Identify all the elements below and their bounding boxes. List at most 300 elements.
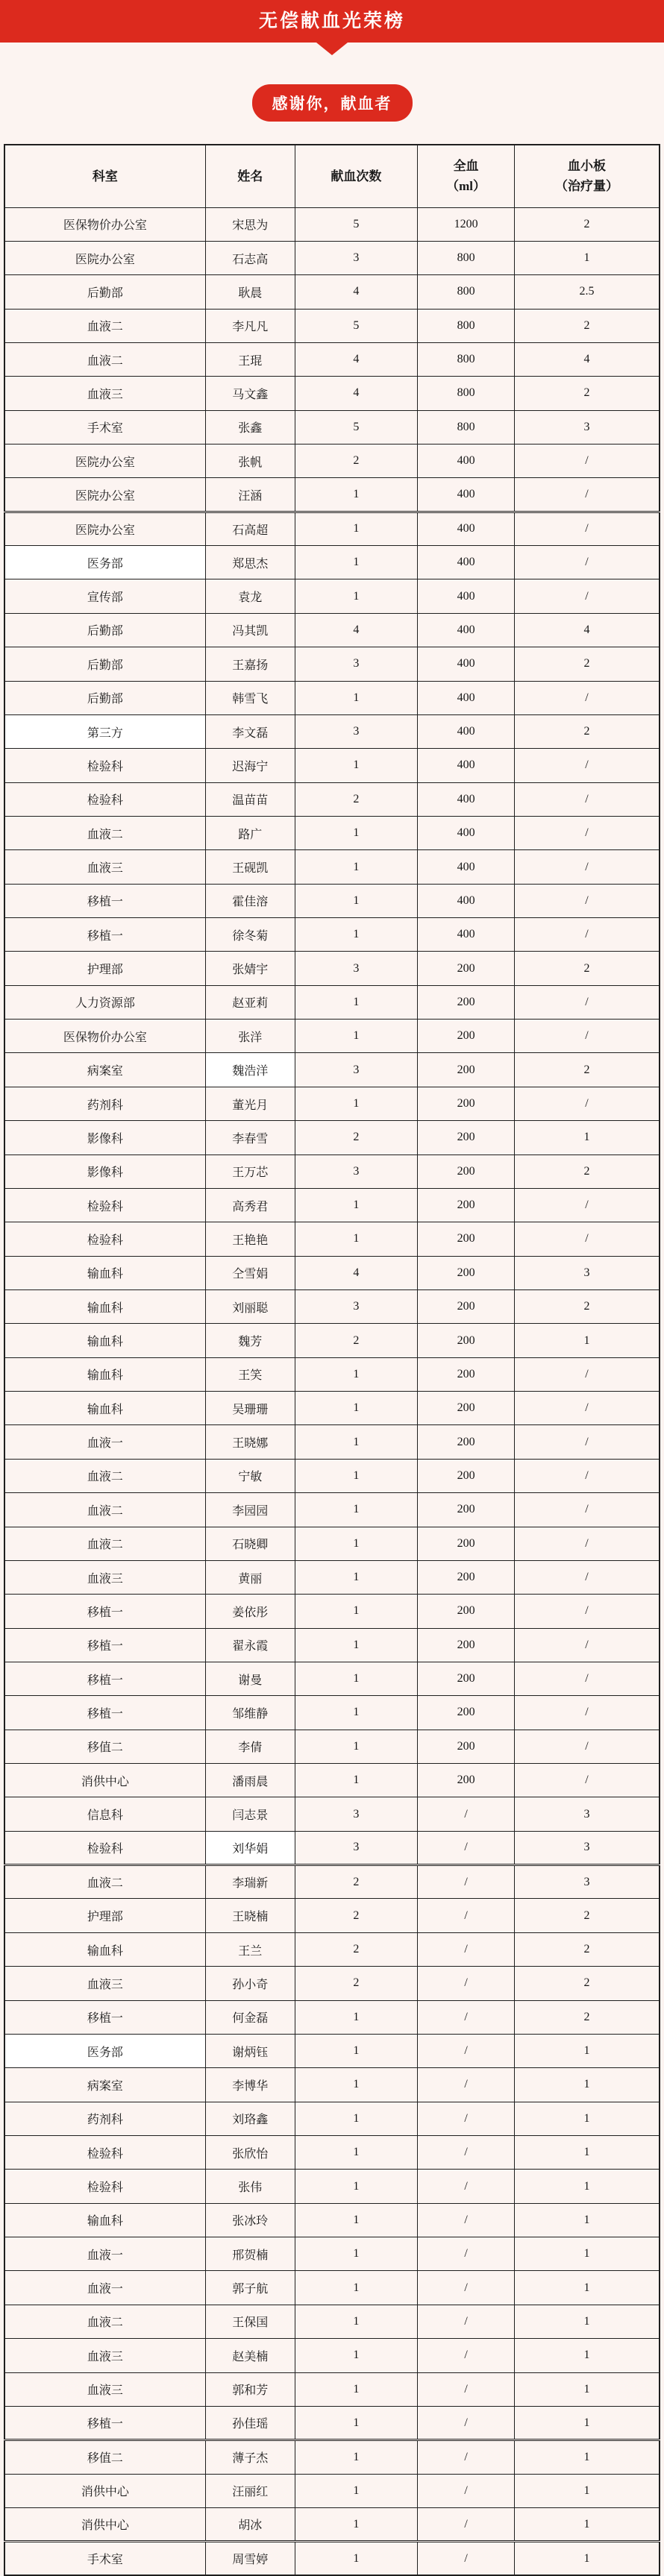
platelets-cell: / (514, 985, 660, 1019)
donation-times-cell: 4 (295, 342, 418, 376)
whole-blood-cell: / (418, 2170, 515, 2203)
platelets-cell: / (514, 1595, 660, 1628)
whole-blood-cell: 800 (418, 275, 515, 309)
department-cell: 手术室 (4, 410, 205, 444)
table-row (4, 1527, 660, 1560)
table-row (4, 1188, 660, 1222)
platelets-cell: 1 (514, 2068, 660, 2102)
department-cell: 影像科 (4, 1155, 205, 1188)
table-row (4, 1425, 660, 1459)
platelets-cell: 1 (514, 2203, 660, 2237)
department-cell: 血液二 (4, 1527, 205, 1560)
table-row (4, 2135, 660, 2169)
donation-times-cell: 1 (295, 816, 418, 849)
whole-blood-cell: 400 (418, 850, 515, 884)
donation-times-cell: 1 (295, 1188, 418, 1222)
whole-blood-cell: / (418, 2406, 515, 2440)
name-cell: 邢贺楠 (205, 2237, 295, 2271)
platelets-cell: 1 (514, 2440, 660, 2474)
col-header-donation-times (295, 145, 418, 207)
table-row (4, 2102, 660, 2135)
whole-blood-cell: / (418, 1967, 515, 2000)
whole-blood-cell: 400 (418, 647, 515, 681)
whole-blood-cell: 200 (418, 1459, 515, 1492)
department-cell: 血液三 (4, 1560, 205, 1594)
whole-blood-cell: / (418, 2068, 515, 2102)
donation-times-cell: 1 (295, 2406, 418, 2440)
platelets-cell: 1 (514, 2474, 660, 2507)
whole-blood-cell: 400 (418, 884, 515, 917)
department-cell: 检验科 (4, 1831, 205, 1865)
col-header-department (4, 145, 205, 207)
department-cell: 血液二 (4, 342, 205, 376)
donation-times-cell: 5 (295, 309, 418, 342)
whole-blood-cell: 200 (418, 1662, 515, 1695)
platelets-cell: 3 (514, 1865, 660, 1899)
name-cell: 邹维静 (205, 1696, 295, 1730)
donation-times-cell: 3 (295, 714, 418, 748)
department-cell: 人力资源部 (4, 985, 205, 1019)
donation-times-cell: 5 (295, 207, 418, 241)
donation-times-cell: 1 (295, 681, 418, 714)
department-cell: 血液二 (4, 816, 205, 849)
table-row (4, 2440, 660, 2474)
donation-times-cell: 1 (295, 512, 418, 545)
platelets-cell: 2 (514, 207, 660, 241)
donation-times-cell: 3 (295, 1155, 418, 1188)
table-row (4, 782, 660, 816)
whole-blood-cell: 400 (418, 546, 515, 579)
donation-times-cell: 1 (295, 2542, 418, 2575)
platelets-cell: / (514, 1527, 660, 1560)
table-row (4, 1899, 660, 1932)
whole-blood-cell: 400 (418, 918, 515, 952)
whole-blood-cell: 400 (418, 816, 515, 849)
platelets-cell: / (514, 1493, 660, 1527)
table-row (4, 2339, 660, 2372)
whole-blood-cell: 800 (418, 342, 515, 376)
department-cell: 信息科 (4, 1797, 205, 1831)
department-cell: 血液一 (4, 2237, 205, 2271)
name-cell: 宁敏 (205, 1459, 295, 1492)
table-row (4, 681, 660, 714)
platelets-cell: / (514, 1662, 660, 1695)
table-row (4, 2170, 660, 2203)
department-cell: 宣传部 (4, 579, 205, 613)
whole-blood-cell: 400 (418, 478, 515, 512)
whole-blood-cell: 400 (418, 613, 515, 647)
name-cell: 赵亚莉 (205, 985, 295, 1019)
table-row (4, 410, 660, 444)
table-header-row (4, 145, 660, 207)
donation-times-cell: 4 (295, 377, 418, 410)
platelets-cell: 1 (514, 2339, 660, 2372)
whole-blood-cell: 200 (418, 1324, 515, 1357)
whole-blood-cell: / (418, 2135, 515, 2169)
department-cell: 移值二 (4, 2440, 205, 2474)
table-row (4, 1932, 660, 1966)
platelets-cell: 3 (514, 1256, 660, 1289)
name-cell: 路广 (205, 816, 295, 849)
table-row (4, 2305, 660, 2338)
table-row (4, 1324, 660, 1357)
platelets-cell: / (514, 1357, 660, 1391)
department-cell: 血液二 (4, 2305, 205, 2338)
table-row (4, 647, 660, 681)
table-row (4, 1595, 660, 1628)
name-cell: 魏浩洋 (205, 1053, 295, 1087)
table-row (4, 1053, 660, 1087)
department-cell: 医务部 (4, 2034, 205, 2067)
col-header-platelets (514, 145, 660, 207)
platelets-cell: / (514, 1730, 660, 1763)
whole-blood-cell: 400 (418, 749, 515, 782)
platelets-cell: / (514, 1188, 660, 1222)
donation-times-cell: 1 (295, 1730, 418, 1763)
table-row (4, 342, 660, 376)
whole-blood-cell: / (418, 2372, 515, 2406)
table-row (4, 546, 660, 579)
name-cell: 刘华娟 (205, 1831, 295, 1865)
name-cell: 温苗苗 (205, 782, 295, 816)
table-row (4, 985, 660, 1019)
col-header-label: 血小板 (567, 159, 606, 174)
donation-times-cell: 1 (295, 1493, 418, 1527)
name-cell: 张帆 (205, 444, 295, 478)
department-cell: 病案室 (4, 2068, 205, 2102)
platelets-cell: 1 (514, 2372, 660, 2406)
donor-table (4, 144, 660, 2576)
name-cell: 谢曼 (205, 1662, 295, 1695)
donation-times-cell: 1 (295, 2068, 418, 2102)
donation-times-cell: 1 (295, 1628, 418, 1662)
whole-blood-cell: 800 (418, 241, 515, 274)
platelets-cell: 1 (514, 2406, 660, 2440)
table-row (4, 2542, 660, 2575)
whole-blood-cell: 800 (418, 410, 515, 444)
platelets-cell: 1 (514, 1121, 660, 1155)
platelets-cell: / (514, 1087, 660, 1120)
whole-blood-cell: 200 (418, 1730, 515, 1763)
table-row (4, 207, 660, 241)
department-cell: 血液二 (4, 309, 205, 342)
department-cell: 血液一 (4, 2271, 205, 2305)
platelets-cell: / (514, 1764, 660, 1797)
col-header-label: 姓名 (237, 169, 263, 183)
platelets-cell: / (514, 1020, 660, 1053)
whole-blood-cell: 400 (418, 444, 515, 478)
department-cell: 检验科 (4, 2170, 205, 2203)
platelets-cell: 4 (514, 613, 660, 647)
table-row (4, 1357, 660, 1391)
platelets-cell: / (514, 444, 660, 478)
name-cell: 赵美楠 (205, 2339, 295, 2372)
whole-blood-cell: 200 (418, 1290, 515, 1324)
name-cell: 闫志景 (205, 1797, 295, 1831)
name-cell: 郭子航 (205, 2271, 295, 2305)
donation-times-cell: 1 (295, 1020, 418, 1053)
whole-blood-cell: 200 (418, 1696, 515, 1730)
platelets-cell: / (514, 1459, 660, 1492)
donation-times-cell: 1 (295, 478, 418, 512)
department-cell: 护理部 (4, 1899, 205, 1932)
donation-times-cell: 1 (295, 2339, 418, 2372)
platelets-cell: 1 (514, 2135, 660, 2169)
department-cell: 血液三 (4, 2339, 205, 2372)
name-cell: 李瑞新 (205, 1865, 295, 1899)
name-cell: 石高超 (205, 512, 295, 545)
department-cell: 后勤部 (4, 275, 205, 309)
table-row (4, 714, 660, 748)
donation-times-cell: 2 (295, 1865, 418, 1899)
table-row (4, 377, 660, 410)
platelets-cell: / (514, 512, 660, 545)
department-cell: 血液一 (4, 1425, 205, 1459)
platelets-cell: 2 (514, 714, 660, 748)
donation-times-cell: 1 (295, 2135, 418, 2169)
department-cell: 后勤部 (4, 613, 205, 647)
name-cell: 霍佳溶 (205, 884, 295, 917)
platelets-cell: 1 (514, 2237, 660, 2271)
department-cell: 医保物价办公室 (4, 207, 205, 241)
table-row (4, 2068, 660, 2102)
department-cell: 后勤部 (4, 647, 205, 681)
table-row (4, 2034, 660, 2067)
department-cell: 检验科 (4, 749, 205, 782)
platelets-cell: 3 (514, 1831, 660, 1865)
donation-times-cell: 3 (295, 647, 418, 681)
table-row (4, 1797, 660, 1831)
platelets-cell: 2.5 (514, 275, 660, 309)
platelets-cell: 2 (514, 1967, 660, 2000)
whole-blood-cell: / (418, 2102, 515, 2135)
platelets-cell: 4 (514, 342, 660, 376)
donation-times-cell: 1 (295, 1222, 418, 1256)
department-cell: 后勤部 (4, 681, 205, 714)
platelets-cell: 1 (514, 2271, 660, 2305)
table-row (4, 2507, 660, 2541)
donation-times-cell: 2 (295, 444, 418, 478)
name-cell: 王保国 (205, 2305, 295, 2338)
name-cell: 王琨 (205, 342, 295, 376)
table-row (4, 1121, 660, 1155)
name-cell: 张伟 (205, 2170, 295, 2203)
department-cell: 药剂科 (4, 1087, 205, 1120)
name-cell: 徐冬菊 (205, 918, 295, 952)
name-cell: 冯其凯 (205, 613, 295, 647)
whole-blood-cell: / (418, 1831, 515, 1865)
table-row (4, 1628, 660, 1662)
col-header-sublabel: （ml） (446, 179, 486, 194)
department-cell: 手术室 (4, 2542, 205, 2575)
col-header-name (205, 145, 295, 207)
name-cell: 迟海宁 (205, 749, 295, 782)
platelets-cell: / (514, 1425, 660, 1459)
name-cell: 李凡凡 (205, 309, 295, 342)
platelets-cell: 1 (514, 2034, 660, 2067)
table-row (4, 478, 660, 512)
donation-times-cell: 1 (295, 2102, 418, 2135)
whole-blood-cell: / (418, 1797, 515, 1831)
name-cell: 汪涵 (205, 478, 295, 512)
donation-times-cell: 1 (295, 1560, 418, 1594)
whole-blood-cell: 200 (418, 1053, 515, 1087)
platelets-cell: / (514, 1696, 660, 1730)
department-cell: 血液三 (4, 850, 205, 884)
whole-blood-cell: 200 (418, 1087, 515, 1120)
donation-times-cell: 2 (295, 782, 418, 816)
whole-blood-cell: / (418, 2305, 515, 2338)
name-cell: 宋思为 (205, 207, 295, 241)
name-cell: 汪丽红 (205, 2474, 295, 2507)
whole-blood-cell: 200 (418, 1188, 515, 1222)
col-header-label: 献血次数 (331, 169, 382, 183)
table-row (4, 1459, 660, 1492)
table-row (4, 309, 660, 342)
name-cell: 周雪婷 (205, 2542, 295, 2575)
donation-times-cell: 1 (295, 1087, 418, 1120)
donation-times-cell: 1 (295, 2203, 418, 2237)
table-row (4, 816, 660, 849)
table-row (4, 275, 660, 309)
name-cell: 刘丽聪 (205, 1290, 295, 1324)
table-row (4, 2372, 660, 2406)
department-cell: 血液三 (4, 377, 205, 410)
donor-table-container (4, 144, 660, 2576)
whole-blood-cell: 200 (418, 1493, 515, 1527)
whole-blood-cell: / (418, 2440, 515, 2474)
name-cell: 何金磊 (205, 2000, 295, 2034)
department-cell: 消供中心 (4, 1764, 205, 1797)
name-cell: 吴珊珊 (205, 1392, 295, 1425)
department-cell: 医院办公室 (4, 444, 205, 478)
table-row (4, 241, 660, 274)
platelets-cell: / (514, 850, 660, 884)
table-row (4, 1087, 660, 1120)
table-row (4, 850, 660, 884)
name-cell: 薄子杰 (205, 2440, 295, 2474)
name-cell: 王万芯 (205, 1155, 295, 1188)
donation-times-cell: 1 (295, 2305, 418, 2338)
table-row (4, 2000, 660, 2034)
donation-times-cell: 1 (295, 1392, 418, 1425)
whole-blood-cell: / (418, 2271, 515, 2305)
name-cell: 高秀君 (205, 1188, 295, 1222)
table-row (4, 1696, 660, 1730)
whole-blood-cell: 200 (418, 1392, 515, 1425)
table-row (4, 1493, 660, 1527)
name-cell: 仝雪娟 (205, 1256, 295, 1289)
header-banner (0, 0, 664, 43)
platelets-cell: / (514, 884, 660, 917)
whole-blood-cell: 200 (418, 1256, 515, 1289)
donation-times-cell: 2 (295, 1121, 418, 1155)
donation-times-cell: 1 (295, 2474, 418, 2507)
platelets-cell: 2 (514, 309, 660, 342)
whole-blood-cell: 200 (418, 1628, 515, 1662)
donation-times-cell: 4 (295, 613, 418, 647)
whole-blood-cell: 800 (418, 377, 515, 410)
whole-blood-cell: / (418, 1932, 515, 1966)
department-cell: 血液二 (4, 1459, 205, 1492)
donation-times-cell: 2 (295, 1324, 418, 1357)
platelets-cell: / (514, 1560, 660, 1594)
department-cell: 血液二 (4, 1865, 205, 1899)
name-cell: 孙小奇 (205, 1967, 295, 2000)
name-cell: 张洋 (205, 1020, 295, 1053)
whole-blood-cell: / (418, 2237, 515, 2271)
col-header-label: 全血 (453, 159, 479, 174)
platelets-cell: 1 (514, 2542, 660, 2575)
table-row (4, 918, 660, 952)
department-cell: 移植一 (4, 1696, 205, 1730)
department-cell: 医保物价办公室 (4, 1020, 205, 1053)
department-cell: 输血科 (4, 1932, 205, 1966)
department-cell: 输血科 (4, 1392, 205, 1425)
donation-times-cell: 4 (295, 275, 418, 309)
platelets-cell: / (514, 816, 660, 849)
name-cell: 王晓楠 (205, 1899, 295, 1932)
donation-times-cell: 1 (295, 2170, 418, 2203)
donation-times-cell: 3 (295, 1831, 418, 1865)
donation-times-cell: 1 (295, 1357, 418, 1391)
department-cell: 药剂科 (4, 2102, 205, 2135)
whole-blood-cell: / (418, 2507, 515, 2541)
table-row (4, 512, 660, 545)
donation-times-cell: 1 (295, 1662, 418, 1695)
donation-times-cell: 5 (295, 410, 418, 444)
department-cell: 医务部 (4, 546, 205, 579)
name-cell: 谢炳钰 (205, 2034, 295, 2067)
name-cell: 张婧宇 (205, 952, 295, 985)
donation-times-cell: 1 (295, 985, 418, 1019)
name-cell: 袁龙 (205, 579, 295, 613)
whole-blood-cell: 400 (418, 579, 515, 613)
name-cell: 王砚凯 (205, 850, 295, 884)
whole-blood-cell: 400 (418, 714, 515, 748)
table-row (4, 1967, 660, 2000)
platelets-cell: 1 (514, 241, 660, 274)
platelets-cell: 2 (514, 1932, 660, 1966)
whole-blood-cell: / (418, 2034, 515, 2067)
department-cell: 检验科 (4, 1188, 205, 1222)
department-cell: 移植一 (4, 2000, 205, 2034)
name-cell: 姜依彤 (205, 1595, 295, 1628)
name-cell: 李春雪 (205, 1121, 295, 1155)
table-row (4, 1730, 660, 1763)
department-cell: 医院办公室 (4, 512, 205, 545)
department-cell: 输血科 (4, 2203, 205, 2237)
name-cell: 韩雪飞 (205, 681, 295, 714)
platelets-cell: 1 (514, 1324, 660, 1357)
department-cell: 移植一 (4, 1595, 205, 1628)
whole-blood-cell: 200 (418, 1527, 515, 1560)
thanks-badge: 感谢你，献血者 (252, 84, 413, 122)
name-cell: 黄丽 (205, 1560, 295, 1594)
page-title: 无偿献血光荣榜 (258, 10, 405, 31)
platelets-cell: / (514, 478, 660, 512)
donation-times-cell: 1 (295, 1696, 418, 1730)
donation-times-cell: 1 (295, 749, 418, 782)
platelets-cell: / (514, 749, 660, 782)
whole-blood-cell: / (418, 2474, 515, 2507)
table-row (4, 952, 660, 985)
whole-blood-cell: 200 (418, 1595, 515, 1628)
department-cell: 输血科 (4, 1324, 205, 1357)
platelets-cell: 2 (514, 1155, 660, 1188)
donation-times-cell: 1 (295, 1595, 418, 1628)
donation-times-cell: 1 (295, 2507, 418, 2541)
